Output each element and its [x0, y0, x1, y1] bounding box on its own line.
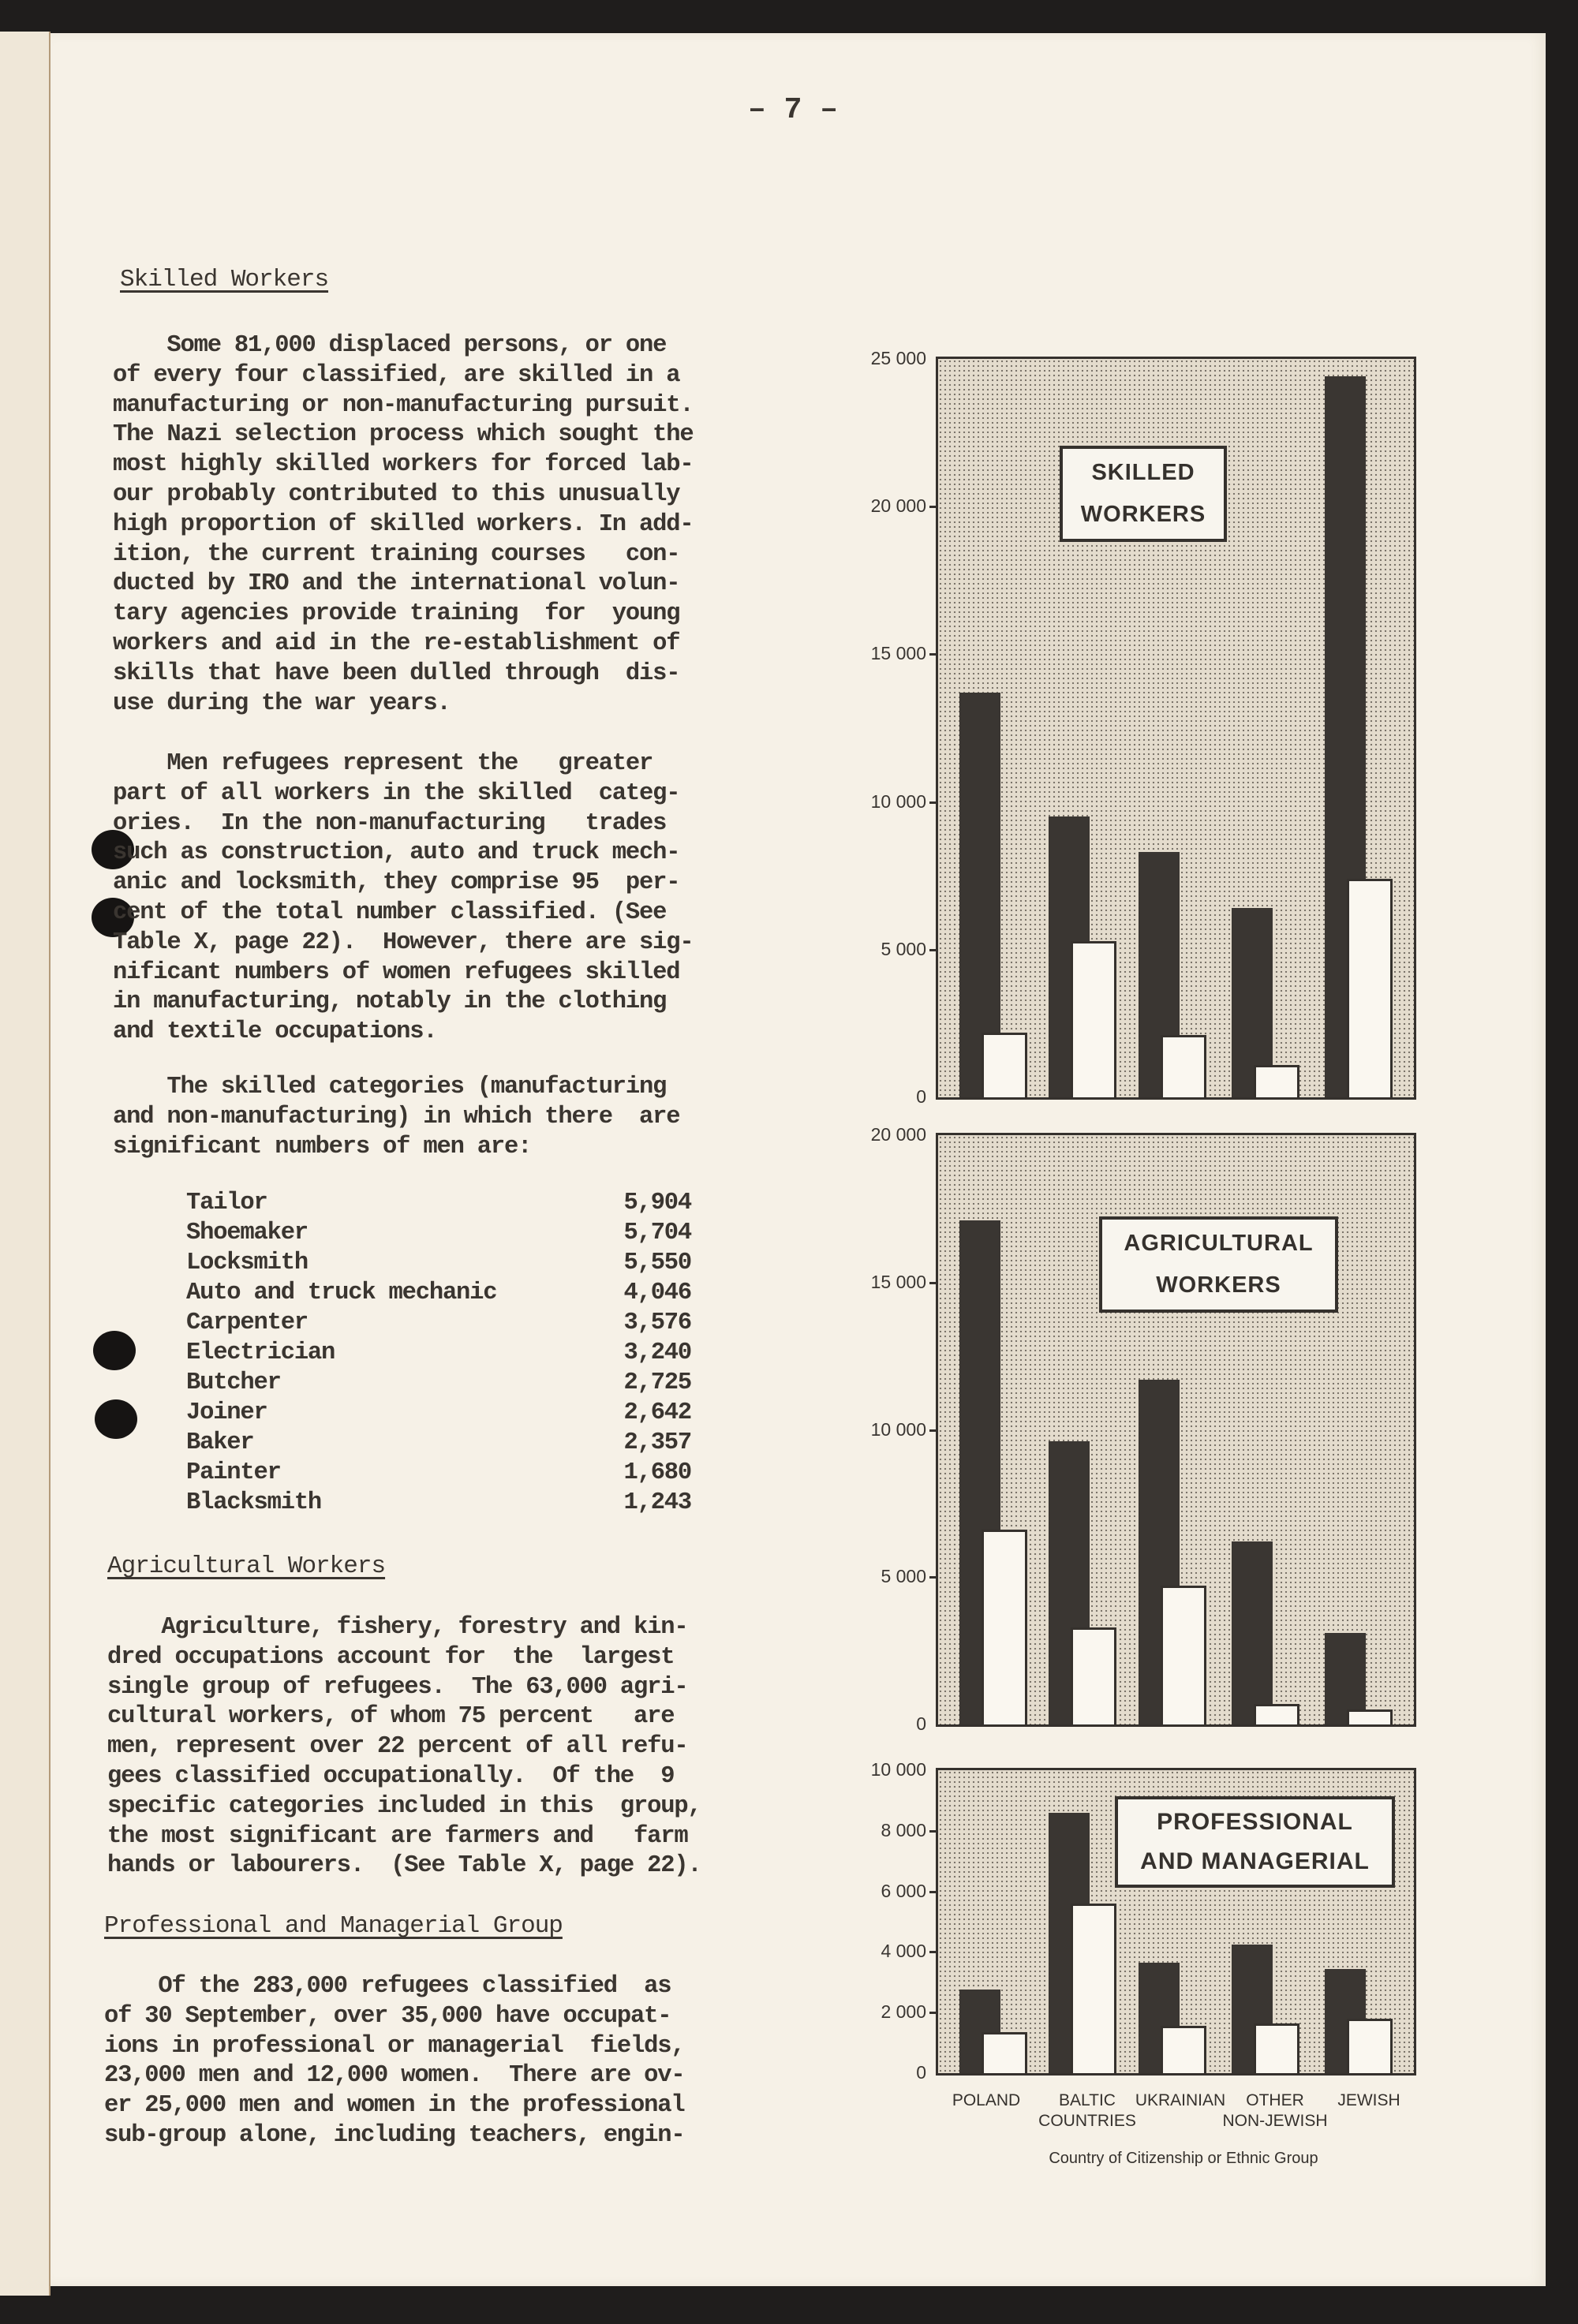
y-tick-label: 15 000 — [870, 1271, 926, 1292]
y-tick-label: 10 000 — [870, 1759, 926, 1780]
occupation-row — [186, 1280, 691, 1310]
occupation-name: Auto and truck mechanic — [186, 1280, 497, 1306]
occupation-row — [186, 1369, 691, 1399]
section-heading-skilled-workers: Skilled Workers — [120, 266, 329, 293]
y-tick-label: 25 000 — [870, 348, 926, 368]
text-line: manufacturing or non-manufacturing pursuit. — [113, 391, 694, 419]
chart-title-line: WORKERS — [1156, 1272, 1281, 1298]
occupation-count: 2,725 — [623, 1369, 691, 1396]
occupation-name: Electrician — [186, 1339, 335, 1366]
women-bar — [1071, 941, 1116, 1097]
occupation-count: 2,642 — [623, 1399, 691, 1426]
text-line: the most significant are farmers and farm — [107, 1822, 688, 1850]
y-tick-label: 10 000 — [870, 790, 926, 812]
women-bar — [1254, 1704, 1299, 1724]
text-line: ducted by IRO and the international volun- — [113, 570, 680, 598]
y-tick-label: 15 000 — [870, 643, 926, 664]
text-line: Agriculture, fishery, forestry and kin- — [107, 1614, 688, 1641]
women-bar — [982, 2032, 1027, 2073]
occupation-row — [186, 1429, 691, 1459]
text-line: hands or labourers. (See Table X, page 22). — [107, 1852, 701, 1880]
occupation-count: 5,550 — [623, 1250, 691, 1276]
occupation-name: Tailor — [186, 1190, 267, 1216]
text-line: of every four classified, are skilled in a — [113, 361, 680, 389]
occupation-name: Painter — [186, 1459, 281, 1486]
chart-title-box — [1060, 446, 1227, 542]
chart-title-box — [1099, 1216, 1338, 1313]
chart-title-line: WORKERS — [1080, 502, 1206, 527]
text-line: and textile occupations. — [113, 1018, 437, 1046]
page-number: – 7 – — [747, 93, 839, 127]
occupation-count: 1,243 — [623, 1489, 691, 1516]
y-tick-label: 6 000 — [881, 1880, 926, 1901]
occupation-row — [186, 1250, 691, 1280]
chart-title-line: AND MANAGERIAL — [1140, 1848, 1370, 1874]
text-line: single group of refugees. The 63,000 agri- — [107, 1673, 688, 1701]
occupation-row — [186, 1310, 691, 1339]
text-line: and non-manufacturing) in which there are — [113, 1103, 680, 1130]
x-category-label: POLAND — [952, 2091, 1021, 2109]
text-line: of 30 September, over 35,000 have occupat- — [104, 2002, 671, 2030]
x-axis-title: Country of Citizenship or Ethnic Group — [1049, 2150, 1318, 2167]
paragraph-skilled-1 — [113, 331, 693, 719]
text-line: Table X, page 22). However, there are sig- — [113, 928, 694, 956]
x-category-label: UKRAINIAN — [1135, 2091, 1226, 2109]
occupation-count: 1,680 — [623, 1459, 691, 1486]
occupation-name: Blacksmith — [186, 1489, 322, 1516]
occupation-count: 5,704 — [623, 1220, 691, 1246]
y-tick-label: 5 000 — [881, 938, 926, 959]
men-bar — [1232, 1541, 1273, 1724]
text-line: The skilled categories (manufacturing — [113, 1074, 667, 1100]
y-tick-label: 10 000 — [870, 1418, 926, 1440]
occupation-name: Shoemaker — [186, 1220, 308, 1246]
text-line: ories. In the non-manufacturing trades — [113, 809, 667, 837]
text-line: nificant numbers of women refugees skilled — [113, 958, 680, 986]
text-line: significant numbers of men are: — [113, 1133, 532, 1160]
chart-title-box — [1115, 1796, 1395, 1888]
women-bar — [982, 1033, 1027, 1097]
women-bar — [1071, 1627, 1116, 1724]
text-line: in manufacturing, notably in the clothing — [113, 988, 667, 1016]
text-line: The Nazi selection process which sought the — [113, 421, 694, 449]
occupation-name: Locksmith — [186, 1250, 308, 1276]
women-bar — [982, 1530, 1027, 1724]
women-bar — [1161, 1035, 1206, 1097]
occupation-count: 5,904 — [623, 1190, 691, 1216]
chart-title-line: AGRICULTURAL — [1124, 1231, 1314, 1256]
paragraph-skilled-3 — [113, 1073, 679, 1162]
chart-title-line: SKILLED — [1091, 460, 1195, 485]
paragraph-agricultural-1 — [107, 1613, 701, 1881]
occupation-count: 4,046 — [623, 1280, 691, 1306]
text-line: ition, the current training courses con- — [113, 540, 680, 568]
text-line: cent of the total number classified. (See — [113, 899, 667, 926]
text-line: dred occupations account for the largest — [107, 1643, 675, 1671]
x-category-label: OTHER NON-JEWISH — [1222, 2091, 1328, 2130]
women-bar — [1161, 2026, 1206, 2073]
text-line: Men refugees represent the greater — [113, 750, 653, 777]
text-line: our probably contributed to this unusually — [113, 480, 680, 508]
occupation-count: 3,576 — [623, 1310, 691, 1336]
text-line: cultural workers, of whom 75 percent are — [107, 1703, 675, 1731]
text-line: ions in professional or managerial fields, — [104, 2032, 685, 2060]
adjacent-page-edge — [0, 32, 50, 2296]
occupation-list — [186, 1190, 691, 1519]
occupation-count: 2,357 — [623, 1429, 691, 1456]
y-tick-label: 0 — [916, 1086, 926, 1107]
punch-hole — [95, 1399, 137, 1439]
x-axis-category-labels — [939, 2090, 1428, 2138]
text-line: Some 81,000 displaced persons, or one — [113, 332, 667, 359]
chart-title-line: PROFESSIONAL — [1157, 1809, 1353, 1835]
women-bar — [1254, 1065, 1299, 1097]
y-tick-label: 0 — [916, 1713, 926, 1734]
y-tick-label: 4 000 — [881, 1941, 926, 1962]
occupation-row — [186, 1459, 691, 1489]
text-line: skills that have been dulled through dis- — [113, 659, 680, 687]
women-bar — [1347, 1709, 1393, 1724]
text-line: part of all workers in the skilled categ- — [113, 779, 680, 807]
text-line: er 25,000 men and women in the professional — [104, 2092, 685, 2120]
paragraph-skilled-2 — [113, 749, 693, 1048]
women-bar — [1071, 1904, 1116, 2073]
text-line: high proportion of skilled workers. In add- — [113, 510, 694, 538]
section-heading-professional-managerial: Professional and Managerial Group — [104, 1912, 563, 1940]
y-tick-label: 2 000 — [881, 2001, 926, 2023]
occupation-name: Butcher — [186, 1369, 281, 1396]
occupation-count: 3,240 — [623, 1339, 691, 1366]
occupation-row — [186, 1489, 691, 1519]
text-line: such as construction, auto and truck mech- — [113, 839, 680, 867]
text-line: use during the war years. — [113, 689, 451, 717]
section-heading-agricultural-workers: Agricultural Workers — [107, 1552, 386, 1580]
women-bar — [1161, 1586, 1206, 1724]
women-bar — [1347, 879, 1393, 1097]
y-tick-label: 5 000 — [881, 1566, 926, 1587]
occupation-row — [186, 1220, 691, 1250]
punch-hole — [93, 1331, 136, 1370]
occupation-row — [186, 1399, 691, 1429]
text-line: sub-group alone, including teachers, engin- — [104, 2121, 685, 2149]
text-line: specific categories included in this group, — [107, 1792, 701, 1820]
paragraph-professional-1 — [104, 1972, 684, 2151]
y-tick-label: 0 — [916, 2062, 926, 2083]
occupation-name: Baker — [186, 1429, 254, 1456]
text-line: workers and aid in the re-establishment of — [113, 630, 680, 657]
women-bar — [1254, 2023, 1299, 2073]
y-tick-label: 8 000 — [881, 1819, 926, 1840]
occupation-row — [186, 1339, 691, 1369]
x-category-label: JEWISH — [1337, 2091, 1400, 2109]
occupation-row — [186, 1190, 691, 1220]
text-line: 23,000 men and 12,000 women. There are ov- — [104, 2062, 685, 2090]
x-category-label: BALTIC COUNTRIES — [1038, 2091, 1136, 2130]
y-tick-label: 20 000 — [870, 495, 926, 517]
text-line: gees classified occupationally. Of the 9 — [107, 1762, 675, 1790]
text-line: men, represent over 22 percent of all refu- — [107, 1733, 688, 1761]
women-bar — [1347, 2019, 1393, 2073]
text-line: tary agencies provide training for young — [113, 600, 680, 628]
occupation-name: Carpenter — [186, 1310, 308, 1336]
text-line: anic and locksmith, they comprise 95 per- — [113, 869, 680, 897]
text-line: most highly skilled workers for forced lab- — [113, 451, 694, 479]
text-line: Of the 283,000 refugees classified as — [104, 1973, 671, 2000]
y-tick-label: 20 000 — [870, 1124, 926, 1145]
occupation-name: Joiner — [186, 1399, 267, 1426]
